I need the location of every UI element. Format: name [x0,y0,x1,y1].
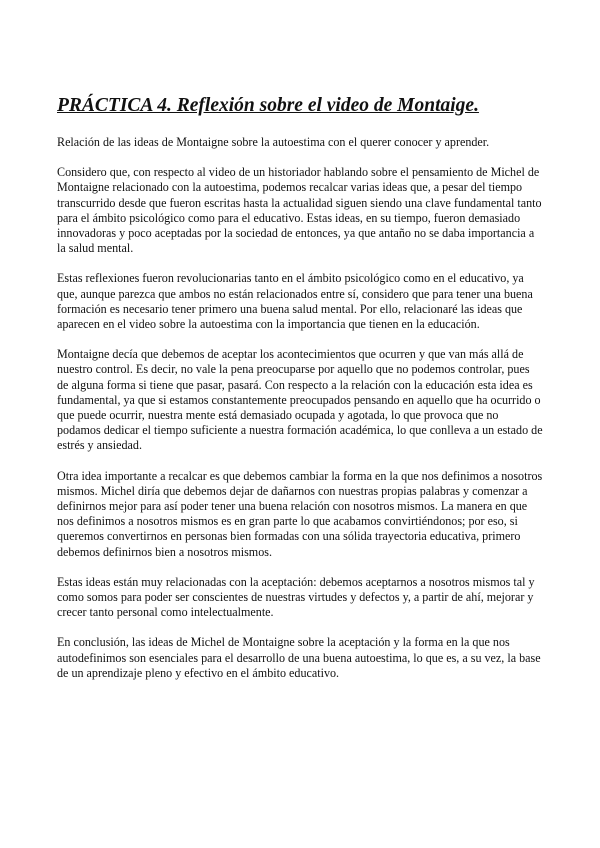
document-page [57,94,543,696]
paragraph-5: Estas ideas están muy relacionadas con la aceptación: debemos aceptarnos a nosotros mismos tal y como somos para poder ser conscientes de nuestras virtudes y defectos y, a partir de ahí, mejorar y crecer tanto personal como intelectualmente. [57,574,535,620]
paragraph-3: Montaigne decía que debemos de aceptar los acontecimientos que ocurren y que van más allá de nuestro control. Es decir, no vale la pena preocuparse por aquello que no podemos controlar, pues de alguna forma si tiene que pasar, pasará. Con respecto a la relación con la educación esta idea es fundamental, ya que si estamos constantemente preocupados pensando en aquello que ha ocurrido o que puede ocurrir, nuestra mente está demasiado ocupada y agotada, lo que provoca que no podamos dedicar el tiempo suficiente a nuestra formación académica, lo que conlleva a un estado de estrés y ansiedad. [57,347,543,453]
document-title: PRÁCTICA 4. Reflexión sobre el video de Montaige. [57,95,479,116]
paragraph-4: Otra idea importante a recalcar es que debemos cambiar la forma en la que nos definimos a nosotros mismos. Michel diría que debemos dejar de dañarnos con nuestras propias palabras y comenzar a definirnos mejor para así poder tener una buena relación con nosotros mismos. La manera en que nos definimos a nosotros mismos es en gran parte lo que acabamos convirtiéndonos; por eso, si queremos convertirnos en personas bien formadas con una sólida trayectoria educativa, primero debemos definirnos bien a nosotros mismos. [57,468,543,559]
paragraph-intro: Relación de las ideas de Montaigne sobre la autoestima con el querer conocer y aprender. [57,135,490,149]
paragraph-2: Estas reflexiones fueron revolucionarias tanto en el ámbito psicológico como en el educativo, ya que, aunque parezca que ambos no están relacionados entre sí, considero que para tener una buena formación es necesario tener primero una buena salud mental. Por ello, relacionaré las ideas que aparecen en el video sobre la autoestima con la importancia que tienen en la educación. [57,271,533,332]
paragraph-conclusion: En conclusión, las ideas de Michel de Montaigne sobre la aceptación y la forma en la que nos autodefinimos son esenciales para el desarrollo de una buena autoestima, lo que es, a su vez, la base de un aprendizaje pleno y efectivo en el ámbito educativo. [57,635,541,680]
paragraph-1: Considero que, con respecto al video de un historiador hablando sobre el pensamiento de Michel de Montaigne relacionado con la autoestima, podemos recalcar varias ideas que, a pesar del tiempo transcurrido desde que fueron escritas hasta la actualidad siguen siendo una clave fundamental tanto para el ámbito psicológico como para el educativo. Estas ideas, en su tiempo, fueron demasiado innovadoras y poco aceptadas por la sociedad de entonces, ya que antaño no se daba importancia a la salud mental. [57,165,542,256]
